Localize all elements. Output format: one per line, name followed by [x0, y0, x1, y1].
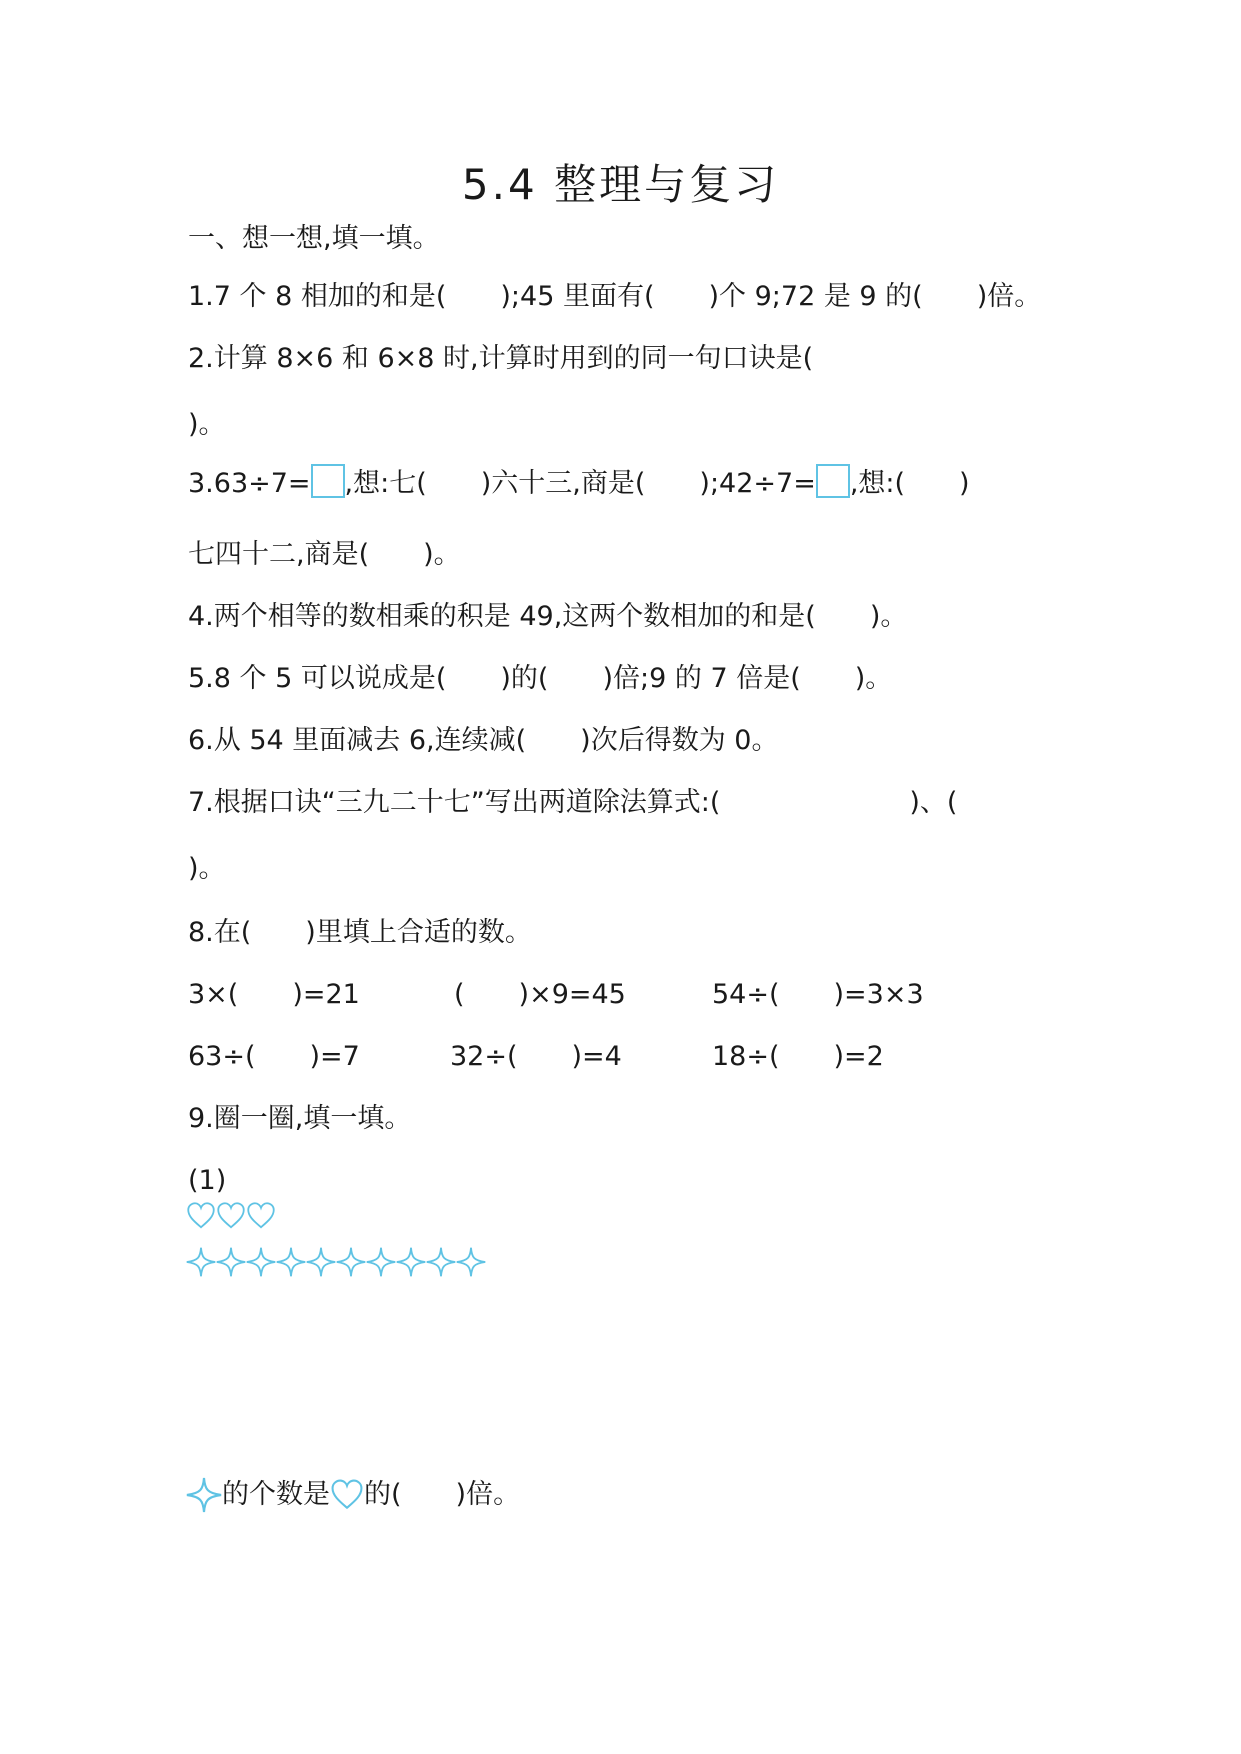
question-1: 1.7 个 8 相加的和是( );45 里面有( )个 9;72 是 9 的( )倍。 — [188, 281, 1042, 312]
section-heading: 一、想一想,填一填。 — [188, 223, 440, 254]
equation-item: 54÷( )=3×3 — [712, 979, 924, 1010]
answer-box[interactable] — [816, 464, 850, 498]
four-point-star-icon — [186, 1242, 216, 1282]
answer-text-part-2: 的( )倍。 — [364, 1479, 521, 1510]
question-6: 6.从 54 里面减去 6,连续减( )次后得数为 0。 — [188, 725, 779, 756]
heart-outline-icon — [330, 1478, 364, 1512]
question-7-line-2: )。 — [188, 853, 226, 884]
question-3-line-2: 七四十二,商是( )。 — [188, 539, 461, 570]
equation-item: 63÷( )=7 — [188, 1041, 360, 1072]
four-point-star-icon — [366, 1242, 396, 1282]
question-2-line-2: )。 — [188, 409, 226, 440]
heart-outline-icon — [216, 1200, 246, 1232]
answer-box[interactable] — [311, 464, 345, 498]
question-2-line-1: 2.计算 8×6 和 6×8 时,计算时用到的同一句口诀是( — [188, 343, 814, 374]
star-row — [186, 1242, 486, 1286]
answer-text-part-1: 的个数是 — [222, 1479, 330, 1510]
question-9-answer-line — [186, 1474, 520, 1516]
equation-item: 18÷( )=2 — [712, 1041, 884, 1072]
equation-item: ( )×9=45 — [454, 979, 626, 1010]
question-3-part-2: ,想:七( )六十三,商是( );42÷7= — [344, 468, 816, 499]
question-9: 9.圈一圈,填一填。 — [188, 1103, 412, 1134]
question-3-part-3: ,想:( ) — [849, 468, 970, 499]
question-8: 8.在( )里填上合适的数。 — [188, 917, 532, 948]
equation-item: 3×( )=21 — [188, 979, 360, 1010]
four-point-star-icon — [216, 1242, 246, 1282]
question-4: 4.两个相等的数相乘的积是 49,这两个数相加的和是( )。 — [188, 601, 908, 632]
four-point-star-icon — [246, 1242, 276, 1282]
four-point-star-icon — [426, 1242, 456, 1282]
question-3-line-1 — [188, 464, 970, 501]
four-point-star-icon — [456, 1242, 486, 1282]
page-title: 5.4 整理与复习 — [461, 160, 780, 209]
equation-item: 32÷( )=4 — [450, 1041, 622, 1072]
four-point-star-icon — [306, 1242, 336, 1282]
question-9-subpart: (1) — [188, 1165, 227, 1196]
question-5: 5.8 个 5 可以说成是( )的( )倍;9 的 7 倍是( )。 — [188, 663, 893, 694]
four-point-star-icon — [396, 1242, 426, 1282]
four-point-star-icon — [276, 1242, 306, 1282]
question-7-line-1: 7.根据口诀“三九二十七”写出两道除法算式:( )、( — [188, 787, 958, 818]
heart-outline-icon — [246, 1200, 276, 1232]
heart-outline-icon — [186, 1200, 216, 1232]
question-3-part-1: 3.63÷7= — [188, 468, 311, 499]
four-point-star-icon — [186, 1474, 222, 1516]
four-point-star-icon — [336, 1242, 366, 1282]
heart-row — [186, 1200, 276, 1236]
